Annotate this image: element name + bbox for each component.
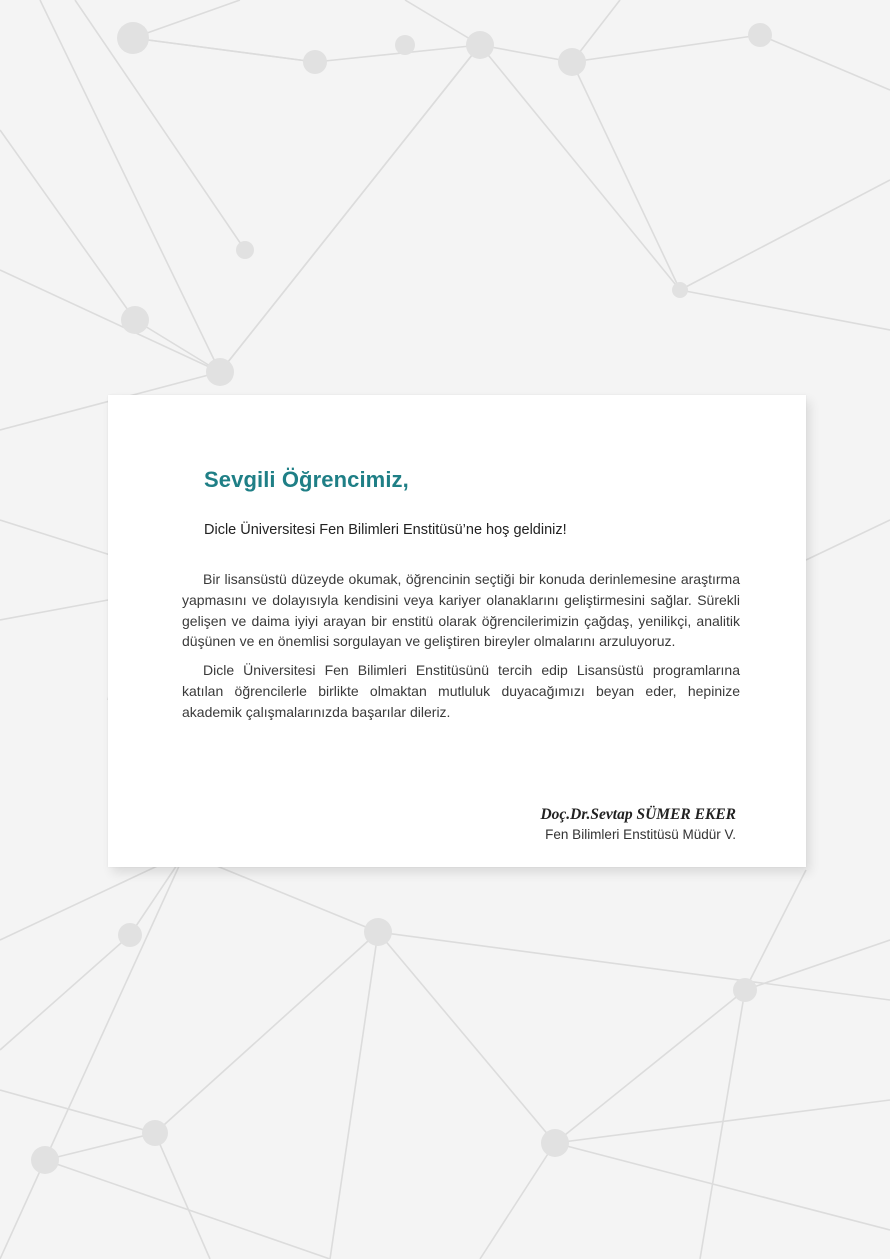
letter-paragraph: Bir lisansüstü düzeyde okumak, öğrencinin seçtiği bir konuda derinlemesine araştırma yapmasını ve dolayısıyla kendisini veya kariyer olanaklarını geliştirmesini sağlar. Sürekli gelişen ve daima iyiyi arayan bir enstitü olarak öğrencilerimizin çağdaş, yenilikçi, analitik düşünen ve en önemlisi sorgulayan ve geliştiren bireyler olmalarını arzuluyoruz. (182, 571, 740, 650)
letter-paragraph: Dicle Üniversitesi Fen Bilimleri Enstitüsünü tercih edip Lisansüstü programlarına katılan öğrencilerle birlikte olmaktan mutluluk duyacağımızı beyan eder, hepinize akademik çalışmalarınızda başarılar dileriz. (182, 662, 740, 720)
signature-name: Doç.Dr.Sevtap SÜMER EKER (540, 806, 736, 823)
letter-greeting: Sevgili Öğrencimiz, (204, 467, 409, 492)
letter-welcome-line: Dicle Üniversitesi Fen Bilimleri Enstitüsü’ne hoş geldiniz! (204, 522, 567, 538)
signature-block (540, 805, 736, 845)
letter-body (182, 569, 740, 731)
signature-title: Fen Bilimleri Enstitüsü Müdür V. (545, 827, 736, 842)
letter-card (108, 395, 806, 867)
